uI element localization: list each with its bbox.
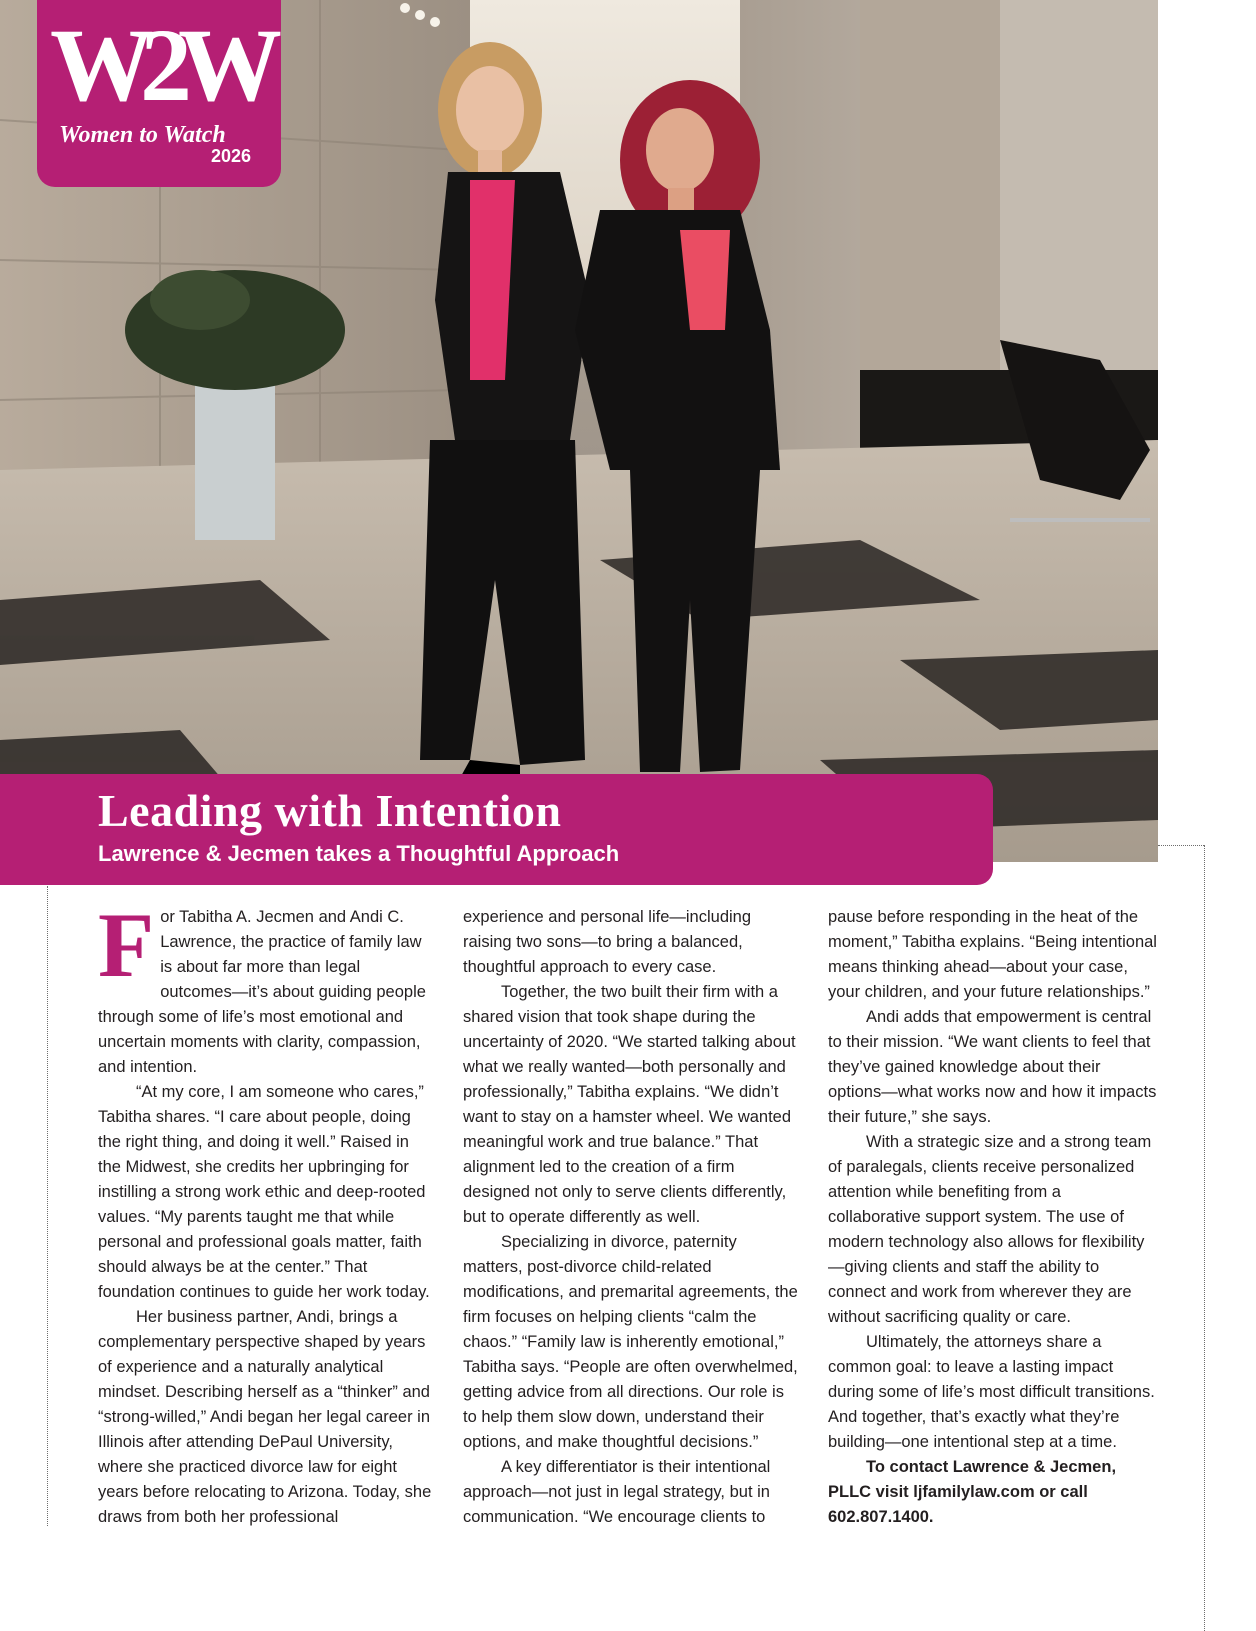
top-right-dotted-rule bbox=[1158, 845, 1204, 846]
article-paragraph: “At my core, I am someone who cares,” Tabitha shares. “I care about people, doing the right thing, and doing it well.” Raised in the Midwest, she credits her upbringing for instilling a strong work ethic and deep-rooted values. “My parents taught me that while personal and professional goals matter, faith should always be at the center.” That foundation continues to guide her work today. bbox=[98, 1083, 430, 1301]
article-paragraph: Together, the two built their firm with a shared vision that took shape during the uncertainty of 2020. “We started talking about what we really wanted—both personally and professionally,” Tabitha explains. “We didn’t want to stay on a hamster wheel. We wanted meaningful work and true balance.” That alignment led to the creation of a firm designed not only to serve clients differently, but to operate differently as well. bbox=[463, 983, 796, 1226]
badge-year: 2026 bbox=[210, 146, 251, 166]
headline-banner bbox=[0, 774, 993, 885]
article-column-2 bbox=[463, 905, 799, 1530]
article-paragraph: With a strategic size and a strong team of paralegals, clients receive personalized attention while benefiting from a collaborative support system. The use of modern technology also allows for flexibility—giving clients and staff the ability to connect and work from wherever they are without sacrificing quality or care. bbox=[828, 1133, 1152, 1326]
article-paragraph: Ultimately, the attorneys share a common goal: to leave a lasting impact during some of life’s most difficult transitions. And together, that’s exactly what they’re building—one intentional step at a time. bbox=[828, 1333, 1155, 1451]
left-dotted-rule bbox=[47, 886, 48, 1526]
article-paragraph: experience and personal life—including raising two sons—to bring a balanced, thoughtful approach to every case. bbox=[463, 908, 752, 976]
right-dotted-rule bbox=[1204, 845, 1205, 1631]
article-paragraph: Andi adds that empowerment is central to their mission. “We want clients to feel that they’ve gained knowledge about their options—what works now and how it impacts their future,” she says. bbox=[828, 1008, 1157, 1126]
article-headline: Leading with Intention bbox=[98, 785, 562, 836]
women-to-watch-badge bbox=[37, 0, 281, 187]
article-subheadline: Lawrence & Jecmen takes a Thoughtful Approach bbox=[98, 841, 620, 866]
article-paragraph: Her business partner, Andi, brings a complementary perspective shaped by years of experience and a naturally analytical mindset. Describing herself as a “thinker” and “strong-willed,” Andi began her legal career in Illinois after attending DePaul University, where she practiced divorce law for eight years before relocating to Arizona. Today, she draws from both her professional bbox=[98, 1308, 432, 1526]
badge-logo: W2W bbox=[50, 8, 268, 123]
article-paragraph: For Tabitha A. Jecmen and Andi C. Lawrence, the practice of family law is about far more than legal outcomes—it’s about guiding people through some of life’s most emotional and uncertain moments with clarity, compassion, and intention. bbox=[98, 894, 426, 1076]
badge-tagline: Women to Watch bbox=[59, 122, 226, 148]
article-column-3 bbox=[828, 905, 1158, 1530]
article-paragraph: Specializing in divorce, paternity matters, post-divorce child-related modifications, and premarital agreements, the firm focuses on helping clients “calm the chaos.” “Family law is inherently emotional,” Tabitha says. “People are often overwhelmed, getting advice from all directions. Our role is to help them slow down, understand their options, and make thoughtful decisions.” bbox=[463, 1233, 798, 1451]
article-column-1 bbox=[98, 894, 434, 1530]
article-paragraph: pause before responding in the heat of the moment,” Tabitha explains. “Being intentional means thinking ahead—about your case, your children, and your future relationships.” bbox=[828, 908, 1157, 1001]
article-paragraph: A key differentiator is their intentional approach—not just in legal strategy, but in communication. “We encourage clients to bbox=[463, 1458, 771, 1526]
drop-cap: F bbox=[98, 894, 155, 996]
contact-info: To contact Lawrence & Jecmen, PLLC visit ljfamilylaw.com or call 602.807.1400. bbox=[828, 1458, 1117, 1526]
